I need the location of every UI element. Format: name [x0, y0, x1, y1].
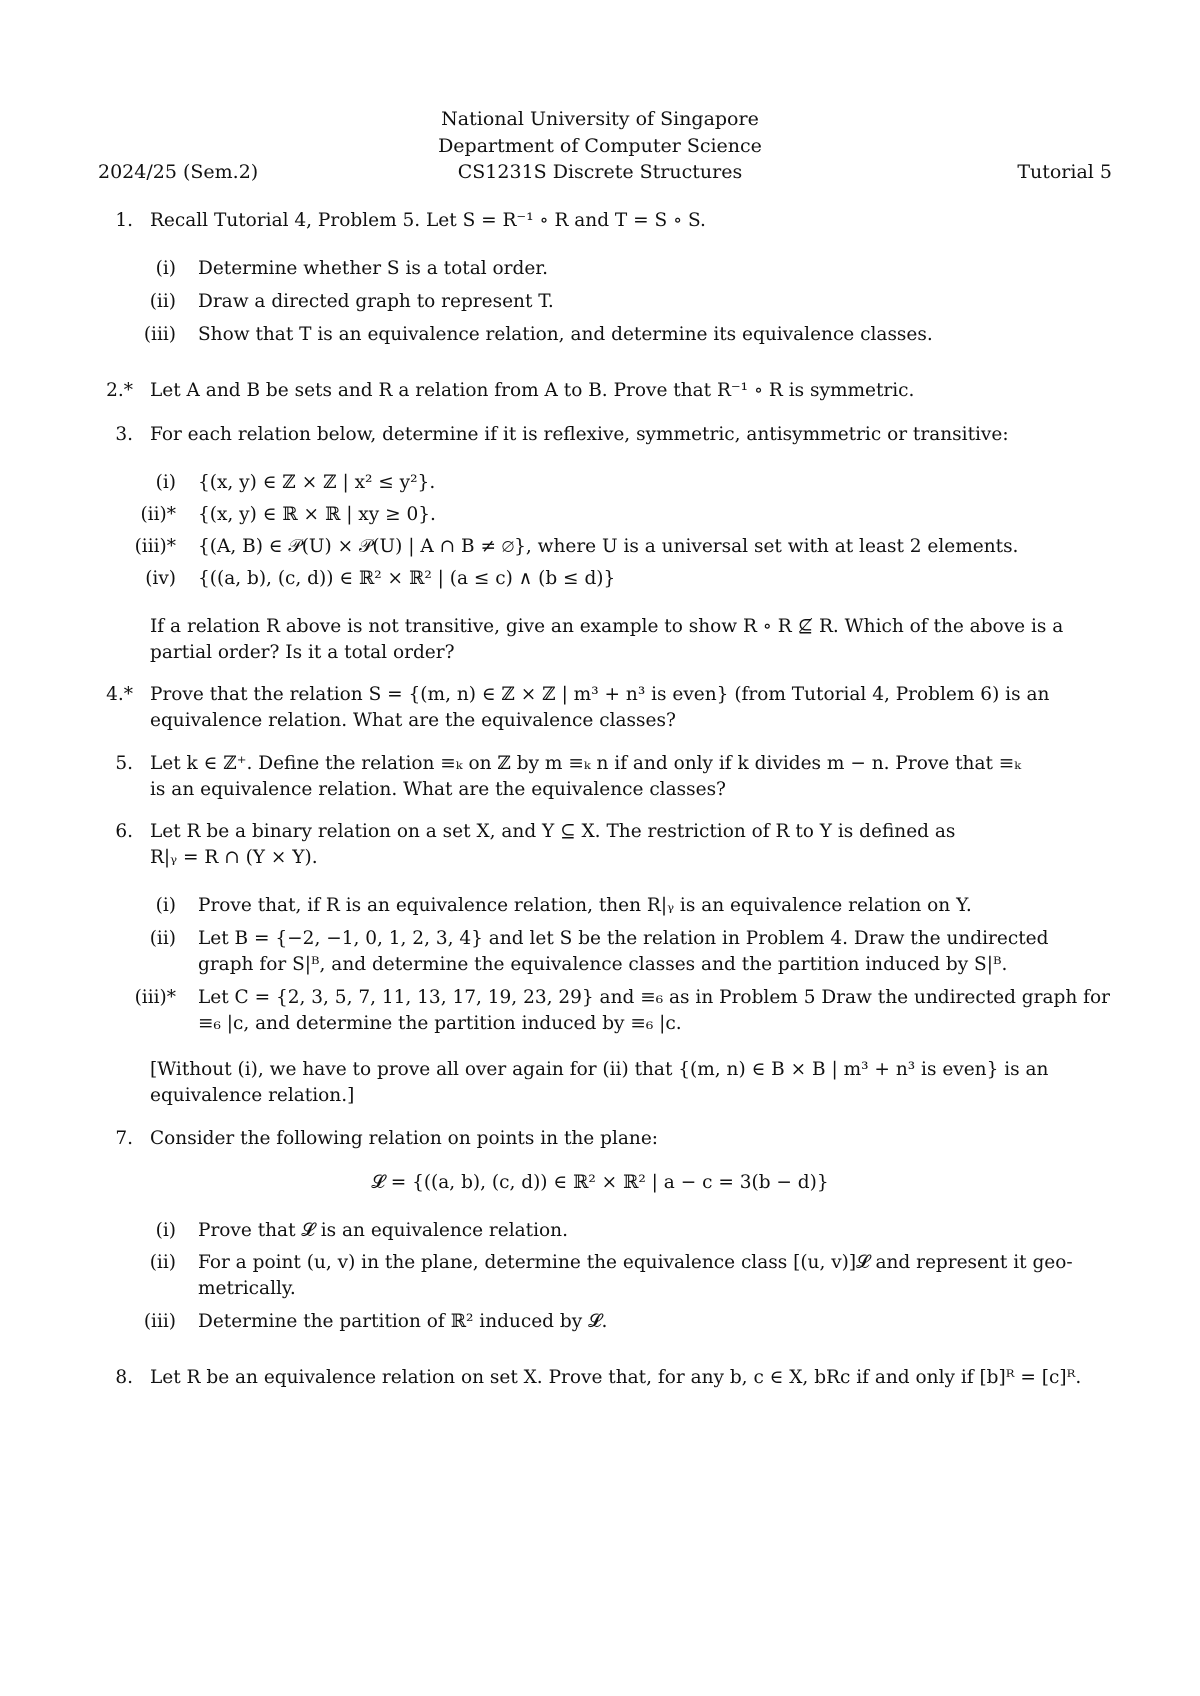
problem-text: Let R be an equivalence relation on set X. Prove that, for any b, c ∈ X, bRc if and only if [b]ᴿ = [c]ᴿ. — [150, 1367, 1082, 1388]
problem-number: 3. — [115, 424, 133, 445]
problem-followup: [Without (i), we have to prove all over again for (ii) that {(m, n) ∈ B × B | m³ + n³ is even} is an — [150, 1059, 1049, 1080]
problem-text: Let k ∈ ℤ⁺. Define the relation ≡ₖ on ℤ by m ≡ₖ n if and only if k divides m − n. Prove that ≡ₖ — [150, 753, 1022, 774]
part-label: (i) — [155, 895, 176, 916]
problem-text: For each relation below, determine if it is reflexive, symmetric, antisymmetric or transitive: — [150, 424, 1009, 445]
problem-followup: partial order? Is it a total order? — [150, 642, 455, 663]
problem-number: 1. — [115, 210, 133, 231]
part-label: (iii)* — [134, 536, 176, 557]
part-label: (iii) — [143, 1311, 176, 1332]
part-text: {(A, B) ∈ 𝒫(U) × 𝒫(U) | A ∩ B ≠ ∅}, where U is a universal set with at least 2 elements. — [198, 536, 1019, 557]
part-text: Draw a directed graph to represent T. — [198, 291, 554, 312]
problem-text: Prove that the relation S = {(m, n) ∈ ℤ × ℤ | m³ + n³ is even} (from Tutorial 4, Problem 6) is an — [150, 684, 1050, 705]
part-text: Prove that 𝓛 is an equivalence relation. — [198, 1220, 568, 1241]
part-text: Determine whether S is a total order. — [198, 258, 548, 279]
problem-number: 8. — [115, 1367, 133, 1388]
semester-label: 2024/25 (Sem.2) — [98, 161, 259, 183]
problem-text: Let A and B be sets and R a relation from A to B. Prove that R⁻¹ ∘ R is symmetric. — [150, 380, 915, 401]
problem-number: 6. — [115, 821, 133, 842]
part-text: Let C = {2, 3, 5, 7, 11, 13, 17, 19, 23, 29} and ≡₆ as in Problem 5 Draw the undirected graph for — [198, 987, 1110, 1008]
part-label: (i) — [155, 1220, 176, 1241]
part-label: (iv) — [145, 568, 176, 589]
part-label: (iii) — [143, 324, 176, 345]
department-name: Department of Computer Science — [438, 135, 762, 157]
part-label: (iii)* — [134, 987, 176, 1008]
problem-text: R|ᵧ = R ∩ (Y × Y). — [150, 847, 318, 868]
part-text: Prove that, if R is an equivalence relation, then R|ᵧ is an equivalence relation on Y. — [198, 895, 972, 916]
problem-text: Let R be a binary relation on a set X, and Y ⊆ X. The restriction of R to Y is defined as — [150, 821, 956, 842]
problem-followup: equivalence relation.] — [150, 1085, 355, 1106]
problem-text: Consider the following relation on points in the plane: — [150, 1128, 659, 1149]
part-label: (ii) — [149, 291, 176, 312]
part-text: graph for S|ᴮ, and determine the equivalence classes and the partition induced by S|ᴮ. — [198, 954, 1008, 975]
part-label: (i) — [155, 258, 176, 279]
problem-text: equivalence relation. What are the equivalence classes? — [150, 710, 676, 731]
part-text: Show that T is an equivalence relation, and determine its equivalence classes. — [198, 324, 933, 345]
problem-number: 7. — [115, 1128, 133, 1149]
course-title: CS1231S Discrete Structures — [457, 161, 743, 183]
problem-number: 4.* — [106, 684, 133, 705]
tutorial-label: Tutorial 5 — [1017, 161, 1112, 183]
part-text: ≡₆ |ᴄ, and determine the partition induced by ≡₆ |ᴄ. — [198, 1013, 682, 1034]
problem-text: is an equivalence relation. What are the equivalence classes? — [150, 779, 726, 800]
display-equation: 𝓛 = {((a, b), (c, d)) ∈ ℝ² × ℝ² | a − c = 3(b − d)} — [371, 1172, 829, 1193]
part-text: {(x, y) ∈ ℤ × ℤ | x² ≤ y²}. — [198, 472, 436, 493]
part-label: (ii) — [149, 928, 176, 949]
problem-number: 2.* — [106, 380, 133, 401]
part-label: (ii)* — [140, 504, 176, 525]
problem-text: Recall Tutorial 4, Problem 5. Let S = R⁻¹ ∘ R and T = S ∘ S. — [150, 210, 706, 231]
part-text: metrically. — [198, 1278, 296, 1299]
part-text: {(x, y) ∈ ℝ × ℝ | xy ≥ 0}. — [198, 504, 436, 525]
part-text: For a point (u, v) in the plane, determine the equivalence class [(u, v)]𝓛 and represent it geo- — [198, 1252, 1073, 1273]
university-name: National University of Singapore — [441, 108, 759, 130]
part-text: Let B = {−2, −1, 0, 1, 2, 3, 4} and let S be the relation in Problem 4. Draw the undirected — [198, 928, 1049, 949]
part-label: (i) — [155, 472, 176, 493]
problem-followup: If a relation R above is not transitive, give an example to show R ∘ R ⊈ R. Which of the above is a — [150, 616, 1064, 637]
part-label: (ii) — [149, 1252, 176, 1273]
problem-number: 5. — [115, 753, 133, 774]
part-text: Determine the partition of ℝ² induced by 𝓛. — [198, 1311, 608, 1332]
part-text: {((a, b), (c, d)) ∈ ℝ² × ℝ² | (a ≤ c) ∧ (b ≤ d)} — [198, 568, 616, 589]
